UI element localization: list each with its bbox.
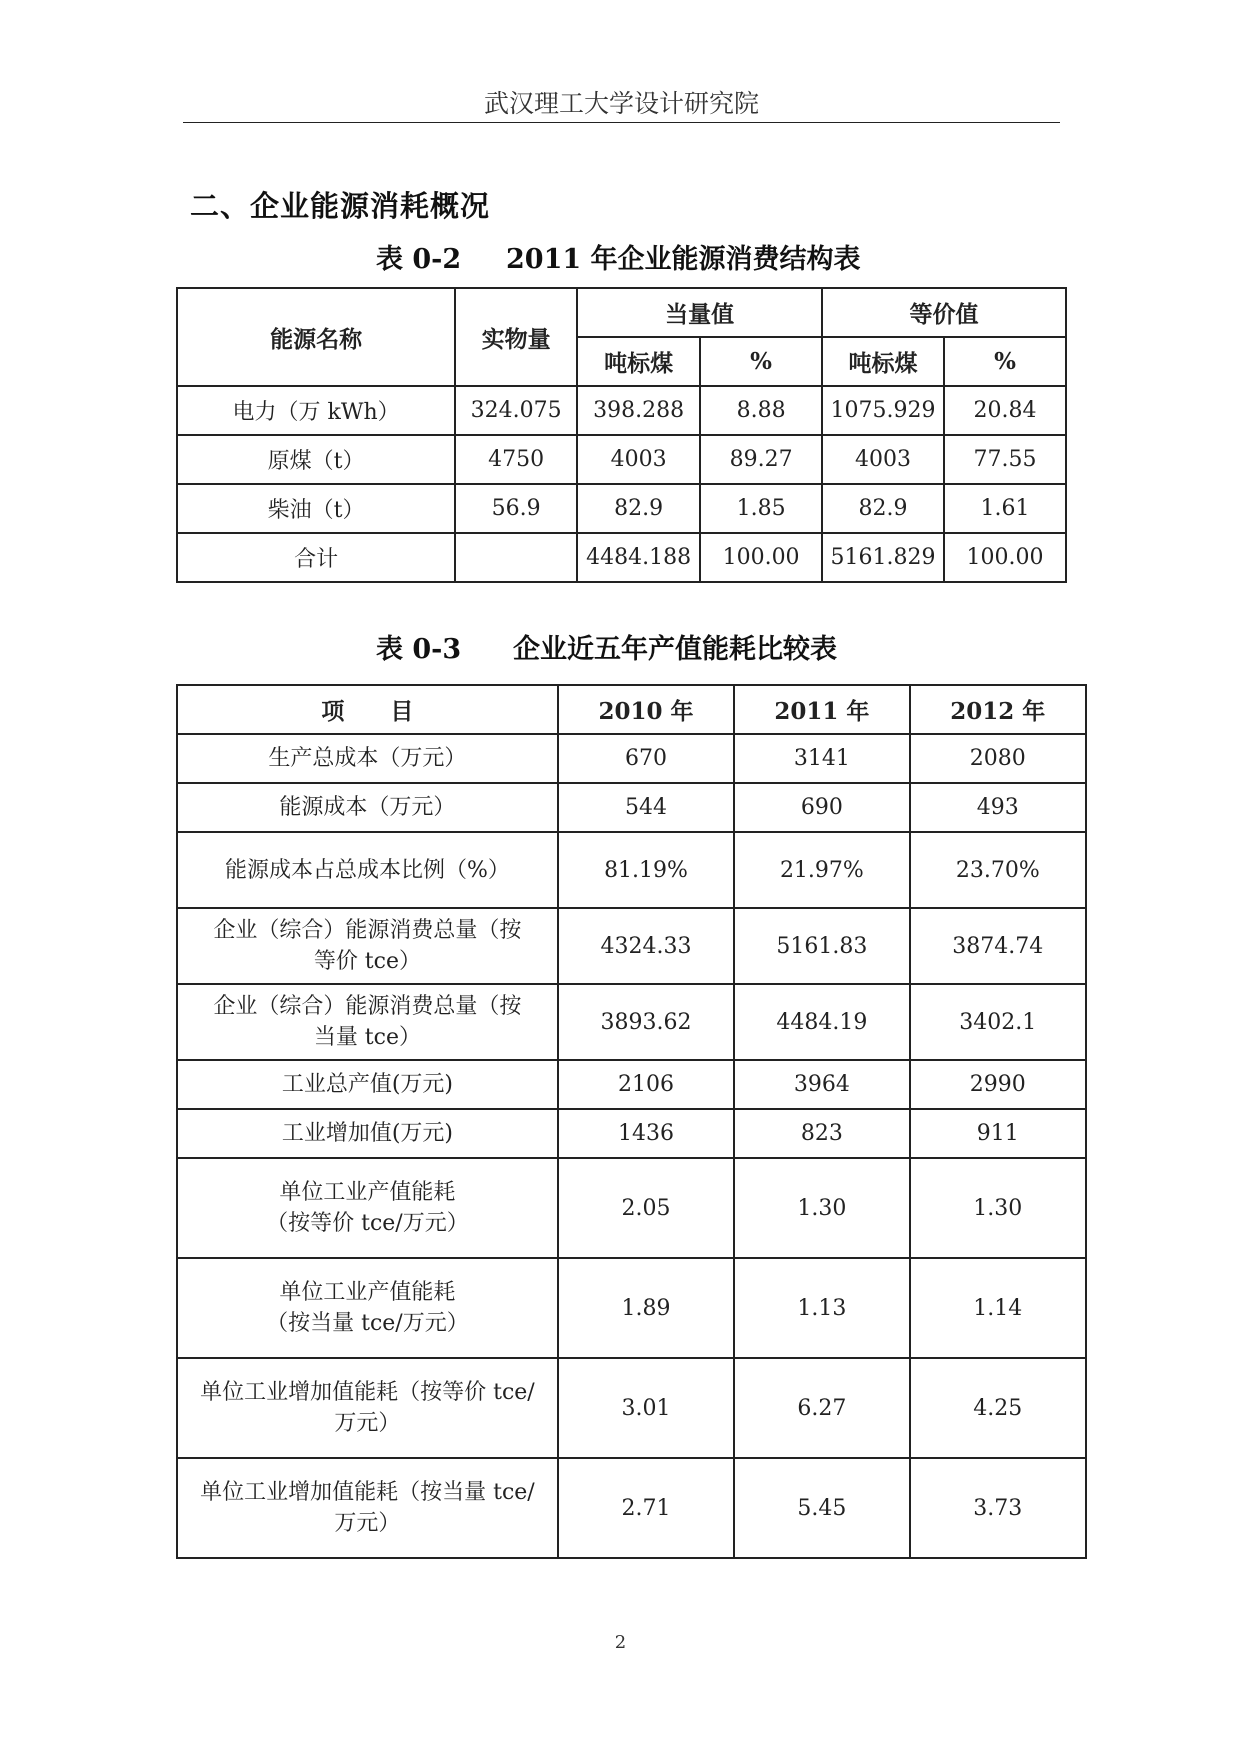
cell-2012: 23.70%	[910, 832, 1086, 908]
cell-2011: 6.27	[734, 1358, 909, 1458]
cell-2011: 1.13	[734, 1258, 909, 1358]
table-total-row	[177, 533, 1066, 582]
table-row	[177, 734, 1086, 783]
cell-eq-percent: 1.85	[700, 484, 822, 533]
cell-item-line2: 当量 tce）	[313, 1025, 421, 1050]
cell-item: 工业总产值(万元)	[177, 1060, 558, 1109]
cell-2010: 81.19%	[558, 832, 734, 908]
cell-eq-tce: 4003	[577, 435, 700, 484]
cell-physical: 324.075	[455, 386, 577, 435]
col-2010: 2010 年	[558, 685, 734, 734]
cell-item-line2: （按当量 tce/万元）	[266, 1311, 469, 1336]
output-energy-comparison-table	[176, 684, 1087, 1559]
cell-2011: 690	[734, 783, 909, 832]
energy-structure-table	[176, 287, 1067, 583]
cell-name: 合计	[177, 533, 455, 582]
table2-caption-title: 企业近五年产值能耗比较表	[513, 634, 837, 665]
cell-2012: 1.14	[910, 1258, 1086, 1358]
cell-ep-tce: 1075.929	[822, 386, 944, 435]
table-row	[177, 832, 1086, 908]
table-row	[177, 1258, 1086, 1358]
cell-2010: 1.89	[558, 1258, 734, 1358]
table-row	[177, 984, 1086, 1060]
col-eq-tce: 吨标煤	[577, 337, 700, 386]
page-header	[183, 86, 1060, 123]
cell-2011: 21.97%	[734, 832, 909, 908]
cell-item: 生产总成本（万元）	[177, 734, 558, 783]
cell-ep-tce: 82.9	[822, 484, 944, 533]
table-row	[177, 1458, 1086, 1558]
section-title: 二、企业能源消耗概况	[190, 189, 491, 223]
table-row	[177, 908, 1086, 984]
cell-item-line1: 单位工业产值能耗	[279, 1280, 456, 1305]
cell-2011: 3141	[734, 734, 909, 783]
table-row	[177, 1060, 1086, 1109]
cell-2010: 3893.62	[558, 984, 734, 1060]
cell-ep-percent: 20.84	[944, 386, 1066, 435]
table-row	[177, 484, 1066, 533]
cell-2012: 4.25	[910, 1358, 1086, 1458]
col-energy-name: 能源名称	[177, 288, 455, 386]
cell-2012: 3.73	[910, 1458, 1086, 1558]
table1-caption	[376, 237, 861, 276]
table2-caption	[376, 627, 837, 666]
cell-2011: 5.45	[734, 1458, 909, 1558]
cell-2010: 3.01	[558, 1358, 734, 1458]
cell-item: 能源成本占总成本比例（%）	[177, 832, 558, 908]
cell-eq-percent: 89.27	[700, 435, 822, 484]
cell-2010: 4324.33	[558, 908, 734, 984]
table1-caption-title: 2011 年企业能源消费结构表	[506, 244, 861, 275]
institution-name: 武汉理工大学设计研究院	[483, 89, 759, 118]
table-header-row	[177, 685, 1086, 734]
cell-item	[177, 984, 558, 1060]
table-header-row	[177, 288, 1066, 337]
cell-2011: 5161.83	[734, 908, 909, 984]
cell-2012: 2080	[910, 734, 1086, 783]
cell-item-line2: 万元）	[334, 1511, 401, 1536]
cell-2012: 3874.74	[910, 908, 1086, 984]
cell-eq-tce: 82.9	[577, 484, 700, 533]
cell-name: 电力（万 kWh）	[177, 386, 455, 435]
col-equivalent-value: 当量值	[577, 288, 822, 337]
cell-item-line1: 企业（综合）能源消费总量（按	[213, 994, 522, 1019]
col-eq-percent: %	[700, 337, 822, 386]
cell-eq-percent: 8.88	[700, 386, 822, 435]
cell-physical	[455, 533, 577, 582]
cell-item-line1: 企业（综合）能源消费总量（按	[213, 918, 522, 943]
cell-item	[177, 1458, 558, 1558]
col-ep-tce: 吨标煤	[822, 337, 944, 386]
cell-ep-percent: 1.61	[944, 484, 1066, 533]
table2-caption-number: 表 0-3	[376, 634, 462, 665]
cell-2011: 1.30	[734, 1158, 909, 1258]
cell-name: 柴油（t）	[177, 484, 455, 533]
cell-item	[177, 1358, 558, 1458]
table-row	[177, 1158, 1086, 1258]
cell-2012: 911	[910, 1109, 1086, 1158]
cell-ep-percent: 77.55	[944, 435, 1066, 484]
table-row	[177, 386, 1066, 435]
cell-2011: 4484.19	[734, 984, 909, 1060]
cell-item-line2: 万元）	[334, 1411, 401, 1436]
cell-eq-tce: 398.288	[577, 386, 700, 435]
table-row	[177, 435, 1066, 484]
col-equal-price-value: 等价值	[822, 288, 1066, 337]
cell-ep-percent: 100.00	[944, 533, 1066, 582]
col-2012: 2012 年	[910, 685, 1086, 734]
col-physical-quantity: 实物量	[455, 288, 577, 386]
cell-2012: 3402.1	[910, 984, 1086, 1060]
col-2011: 2011 年	[734, 685, 909, 734]
cell-item	[177, 908, 558, 984]
cell-2010: 2.71	[558, 1458, 734, 1558]
cell-eq-percent: 100.00	[700, 533, 822, 582]
cell-ep-tce: 4003	[822, 435, 944, 484]
cell-item-line1: 单位工业增加值能耗（按当量 tce/	[200, 1480, 535, 1505]
cell-item: 工业增加值(万元)	[177, 1109, 558, 1158]
page-number: 2	[614, 1632, 627, 1653]
cell-name: 原煤（t）	[177, 435, 455, 484]
table1-caption-number: 表 0-2	[376, 244, 462, 275]
cell-item-line1: 单位工业产值能耗	[279, 1180, 456, 1205]
cell-physical: 56.9	[455, 484, 577, 533]
cell-item-line1: 单位工业增加值能耗（按等价 tce/	[200, 1380, 535, 1405]
cell-ep-tce: 5161.829	[822, 533, 944, 582]
cell-2010: 2.05	[558, 1158, 734, 1258]
cell-2011: 823	[734, 1109, 909, 1158]
cell-item: 能源成本（万元）	[177, 783, 558, 832]
cell-2010: 2106	[558, 1060, 734, 1109]
cell-eq-tce: 4484.188	[577, 533, 700, 582]
table-row	[177, 1358, 1086, 1458]
col-item: 项 目	[177, 685, 558, 734]
cell-2010: 544	[558, 783, 734, 832]
cell-item	[177, 1258, 558, 1358]
cell-2010: 670	[558, 734, 734, 783]
cell-2012: 2990	[910, 1060, 1086, 1109]
cell-item-line2: 等价 tce）	[313, 949, 421, 974]
table-row	[177, 1109, 1086, 1158]
cell-2010: 1436	[558, 1109, 734, 1158]
cell-item-line2: （按等价 tce/万元）	[266, 1211, 469, 1236]
cell-physical: 4750	[455, 435, 577, 484]
cell-2012: 493	[910, 783, 1086, 832]
col-ep-percent: %	[944, 337, 1066, 386]
table-row	[177, 783, 1086, 832]
cell-2011: 3964	[734, 1060, 909, 1109]
cell-item	[177, 1158, 558, 1258]
cell-2012: 1.30	[910, 1158, 1086, 1258]
